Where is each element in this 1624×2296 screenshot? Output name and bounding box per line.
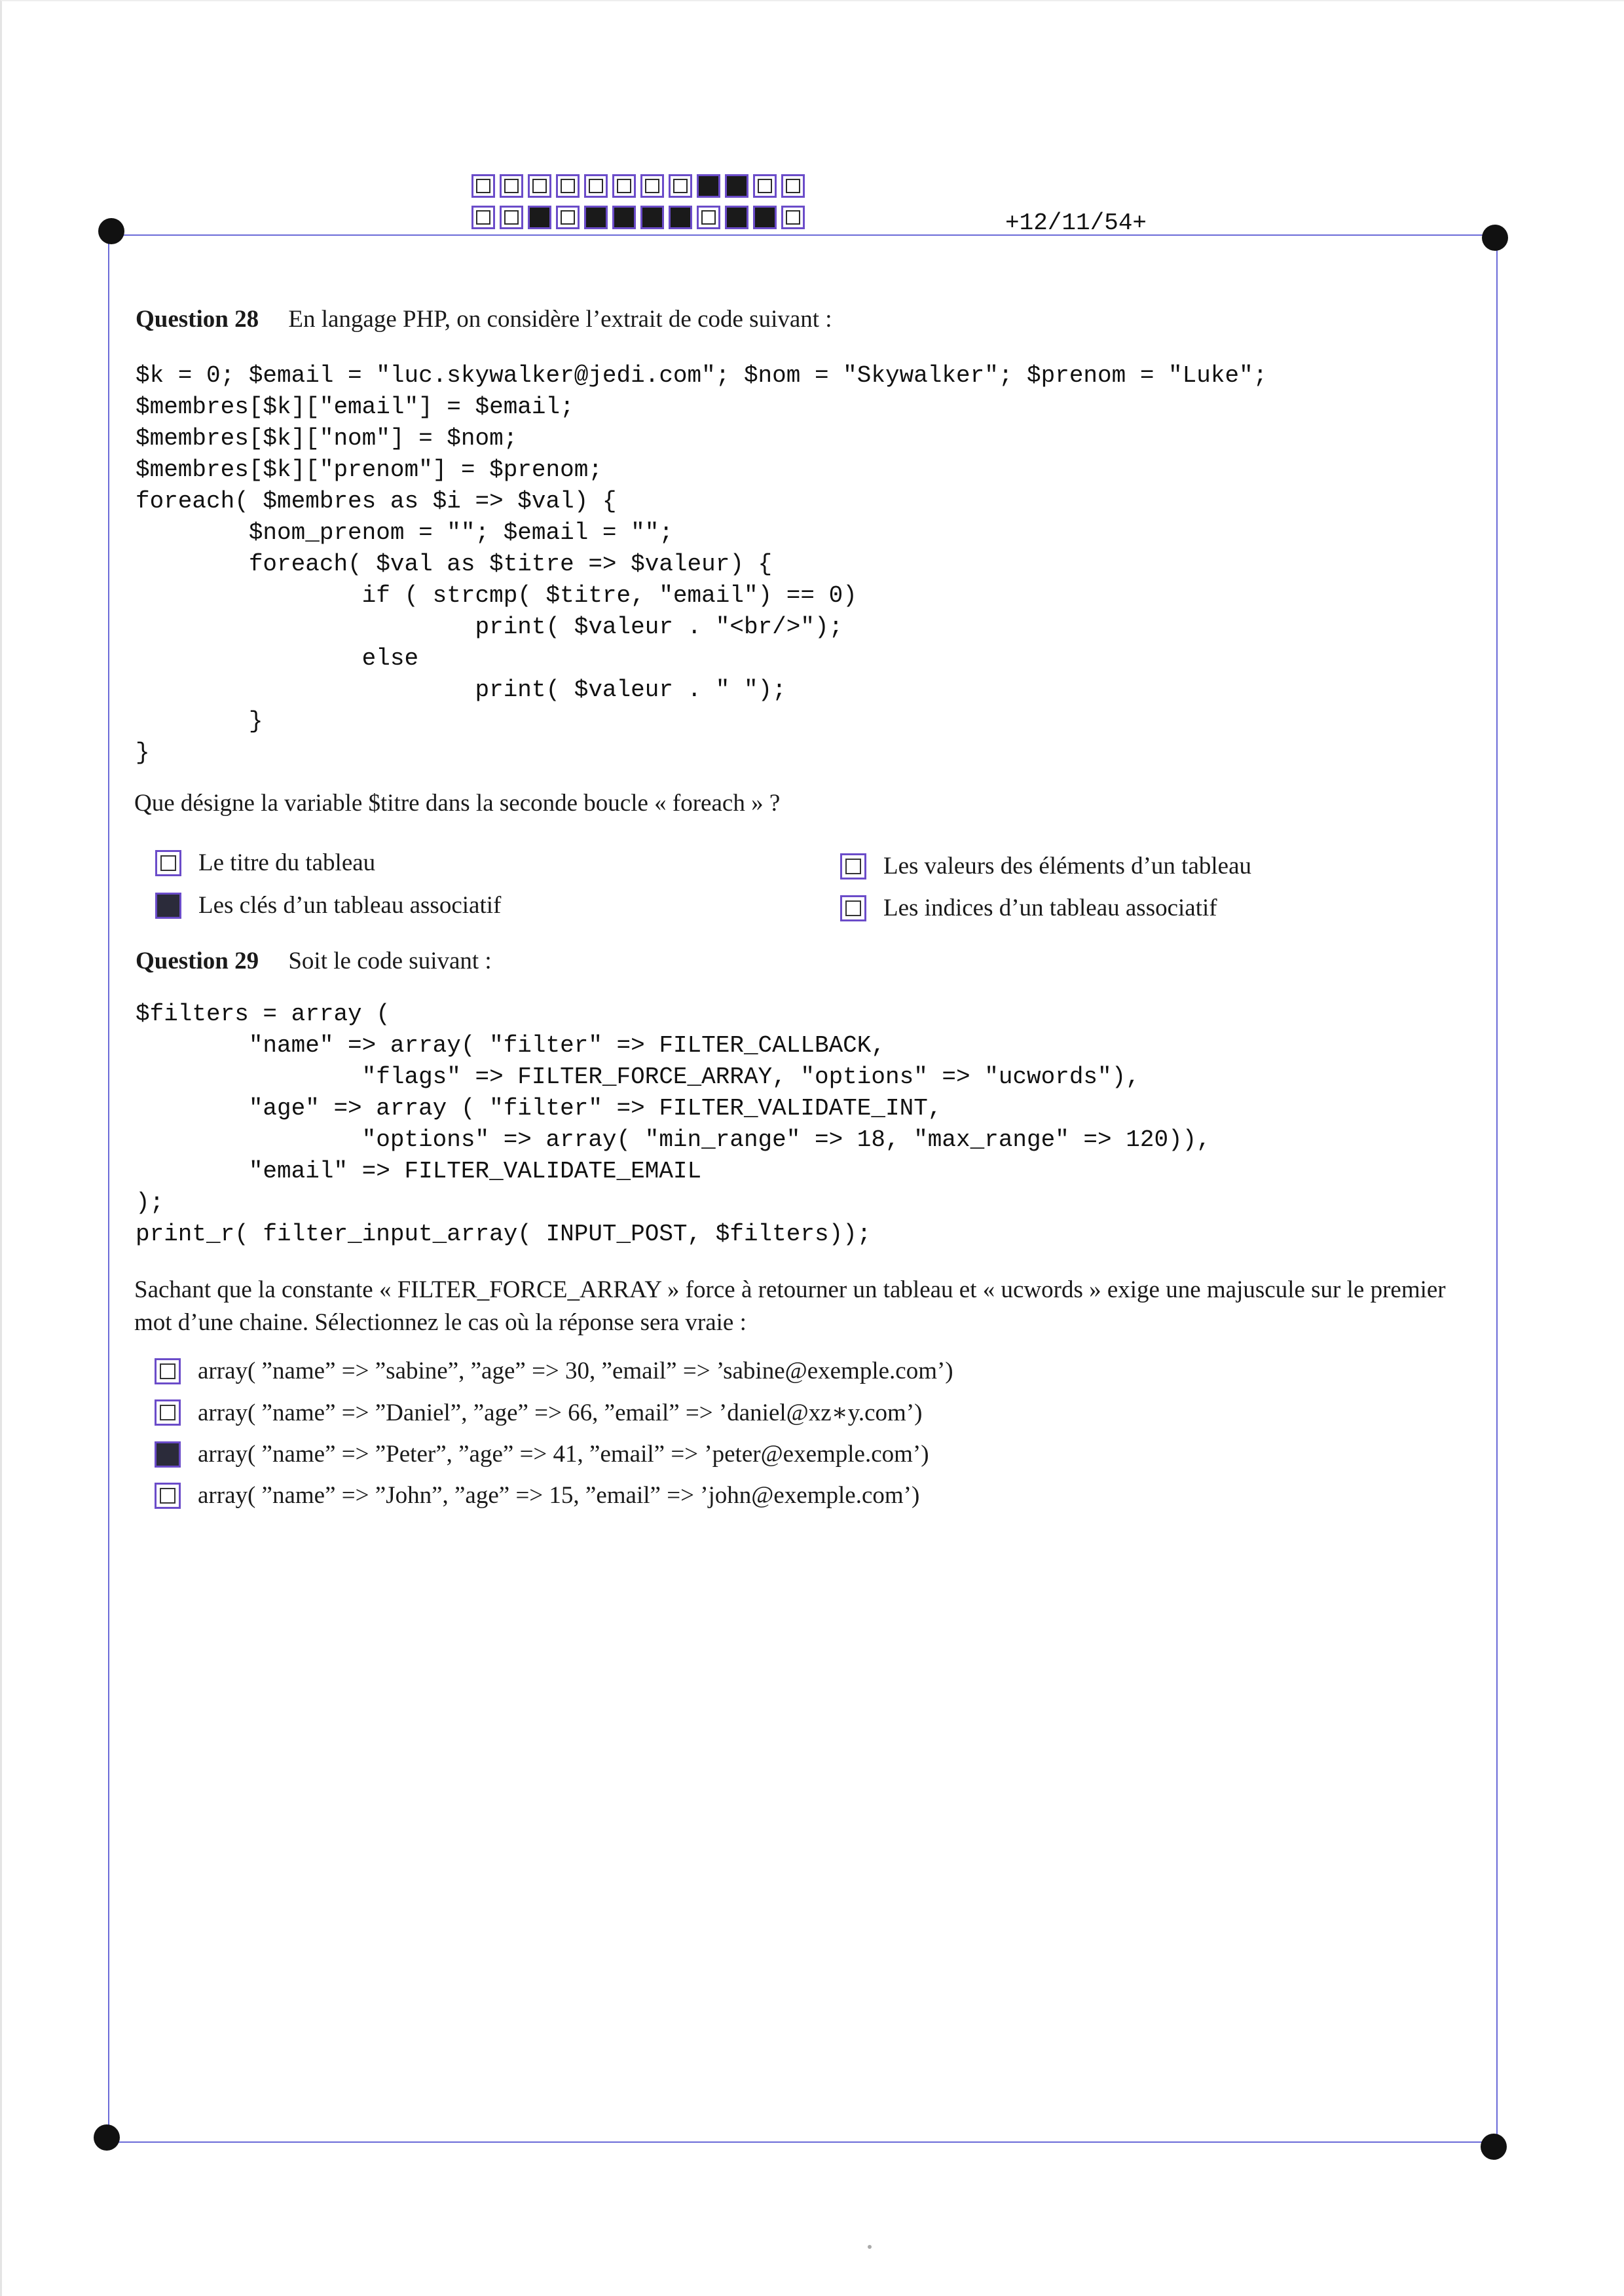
option-label: Les valeurs des éléments d’un tableau [883,853,1251,880]
page-id: +12/11/54+ [1005,210,1147,236]
corner-mark-top-right [1482,225,1508,251]
code-cell [556,206,580,229]
id-code-row-2 [471,206,809,233]
q29-option-a[interactable] [155,1357,953,1385]
question-28-header [136,305,832,333]
checkbox[interactable] [155,1483,181,1509]
corner-mark-top-left [98,218,124,244]
checkbox[interactable] [155,1358,181,1384]
speck [868,2245,872,2249]
q28-option-b[interactable] [155,891,501,919]
option-label: Le titre du tableau [198,849,376,876]
checkbox[interactable] [155,1399,181,1426]
option-label: Les indices d’un tableau associatif [883,895,1217,921]
code-cell [556,174,580,198]
question-prompt: Soit le code suivant : [288,948,492,974]
code-cell [669,206,692,229]
code-cell [471,174,495,198]
question-number: Question 29 [136,948,259,974]
checkbox[interactable] [155,893,181,919]
q28-option-a[interactable] [155,849,375,877]
code-cell [612,206,636,229]
code-cell [725,174,748,198]
code-cell [725,206,748,229]
option-label: array( ”name” => ”Daniel”, ”age” => 66, ”email” => ’daniel@xz∗y.com’) [198,1399,923,1426]
checkbox[interactable] [155,850,181,876]
q28-option-d[interactable] [840,894,1217,922]
question-29-text: Sachant que la constante « FILTER_FORCE_ARRAY » force à retourner un tableau et « ucwords » exige une majuscule sur le premier mot d’une chaine. Sélectionnez le cas où la réponse sera vraie : [134,1276,1446,1336]
code-cell [500,206,523,229]
code-cell [640,206,664,229]
code-cell [500,174,523,198]
option-label: array( ”name” => ”John”, ”age” => 15, ”email” => ’john@exemple.com’) [198,1482,920,1509]
q29-option-c[interactable] [155,1440,929,1468]
question-number: Question 28 [136,306,259,333]
question-28-code: $k = 0; $email = "luc.skywalker@jedi.com"; $nom = "Skywalker"; $prenom = "Luke"; $membres[$k]["email"] = $email; $membres[$k]["nom"] = $nom; $membres[$k]["prenom"] = $prenom; foreach( $membres as $i => $val) { $nom_prenom = ""; $email = ""; foreach( $val as $titre => $valeur) { if ( strcmp( $titre, "email") == 0) print( $valeur . "<br/>"); else print( $valeur . " "); } } [136,362,1268,766]
corner-mark-bottom-right [1481,2134,1507,2160]
code-cell [528,174,551,198]
code-cell [697,206,720,229]
question-29-code: $filters = array ( "name" => array( "filter" => FILTER_CALLBACK, "flags" => FILTER_FORCE_ARRAY, "options" => "ucwords"), "age" => array ( "filter" => FILTER_VALIDATE_INT, "options" => array( "min_range" => 18, "max_range" => 120)), "email" => FILTER_VALIDATE_EMAIL ); print_r( filter_input_array( INPUT_POST, $filters)); [136,1001,1211,1248]
option-label: array( ”name” => ”Peter”, ”age” => 41, ”email” => ’peter@exemple.com’) [198,1441,929,1468]
question-29-header [136,947,492,975]
question-28-text: Que désigne la variable $titre dans la seconde boucle « foreach » ? [134,790,781,817]
option-label: array( ”name” => ”sabine”, ”age” => 30, ”email” => ’sabine@exemple.com’) [198,1358,953,1384]
code-cell [697,174,720,198]
checkbox[interactable] [155,1441,181,1468]
code-cell [669,174,692,198]
code-cell [612,174,636,198]
code-cell [584,206,608,229]
checkbox[interactable] [840,895,866,921]
code-cell [781,174,805,198]
code-cell [640,174,664,198]
code-cell [471,206,495,229]
corner-mark-bottom-left [94,2124,120,2151]
option-label: Les clés d’un tableau associatif [198,892,502,919]
code-cell [753,206,777,229]
q28-option-c[interactable] [840,852,1251,880]
q29-option-d[interactable] [155,1481,919,1509]
id-code-row-1 [471,174,809,202]
code-cell [781,206,805,229]
code-cell [528,206,551,229]
question-prompt: En langage PHP, on considère l’extrait de code suivant : [288,306,832,333]
code-cell [584,174,608,198]
code-cell [753,174,777,198]
checkbox[interactable] [840,853,866,880]
q29-option-b[interactable] [155,1398,922,1427]
